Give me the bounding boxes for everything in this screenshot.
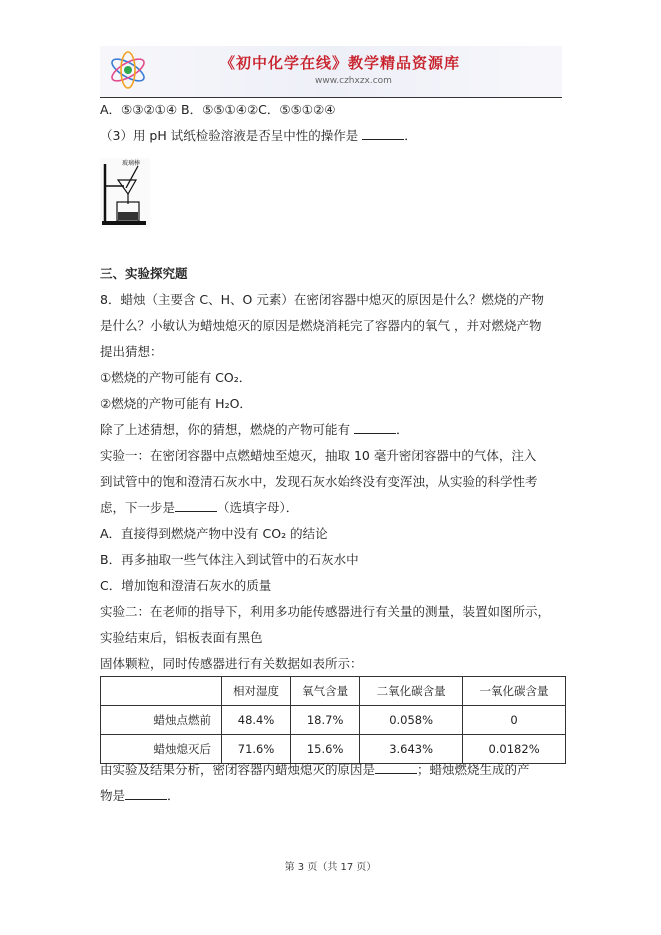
brand-title: 《初中化学在线》教学精品资源库 bbox=[220, 54, 461, 72]
guess-1: ①燃烧的产物可能有 CO₂． bbox=[100, 370, 252, 385]
exp1-line-1: 实验一：在密闭容器中点燃蜡烛至熄灭，抽取 10 毫升密闭容器中的气体，注入 bbox=[100, 448, 537, 463]
option-b: B．再多抽取一些气体注入到试管中的石灰水中 bbox=[100, 552, 359, 567]
table-cell: 0 bbox=[463, 706, 566, 735]
table-header-cell: 氧气含量 bbox=[291, 677, 360, 706]
answer-blank[interactable] bbox=[354, 422, 396, 434]
table-header-cell: 相对湿度 bbox=[222, 677, 291, 706]
table-cell: 15.6% bbox=[291, 735, 360, 764]
guess-2: ②燃烧的产物可能有 H₂O． bbox=[100, 396, 252, 411]
glass-rod-apparatus-figure bbox=[100, 158, 150, 228]
atom-logo-icon bbox=[106, 48, 150, 92]
option-c: C．增加饱和澄清石灰水的质量 bbox=[100, 578, 272, 593]
options-row: A．⑤③②①④ B．⑤⑤①④②C．⑤⑤①②④ bbox=[100, 102, 336, 117]
answer-blank[interactable] bbox=[375, 762, 417, 774]
table-header-cell bbox=[101, 677, 222, 706]
header-banner bbox=[100, 46, 562, 98]
exp2-line-2: 实验结束后，铝板表面有黑色 bbox=[100, 630, 263, 645]
answer-blank[interactable] bbox=[125, 788, 167, 800]
figure-label: 玻璃棒 bbox=[122, 160, 141, 167]
table-cell: 48.4% bbox=[222, 706, 291, 735]
answer-blank[interactable] bbox=[362, 128, 404, 140]
sensor-data-table bbox=[100, 676, 566, 764]
conclusion-line-2: 物是 ． bbox=[100, 788, 180, 803]
question-3: （3）用 pH 试纸检验溶液是否呈中性的操作是 ． bbox=[100, 128, 417, 143]
table-row bbox=[101, 706, 566, 735]
table-cell: 3.643% bbox=[360, 735, 463, 764]
option-a: A．直接得到燃烧产物中没有 CO₂ 的结论 bbox=[100, 526, 328, 541]
table-header-cell: 一氧化碳含量 bbox=[463, 677, 566, 706]
exp2-line-1: 实验二：在老师的指导下，利用多功能传感器进行有关量的测量，装置如图所示， bbox=[100, 604, 551, 619]
section-title: 三、实验探究题 bbox=[100, 266, 188, 281]
table-header-row bbox=[101, 677, 566, 706]
table-cell: 0.058% bbox=[360, 706, 463, 735]
table-cell: 18.7% bbox=[291, 706, 360, 735]
table-row bbox=[101, 735, 566, 764]
exp1-question: 虑，下一步是 （选填字母）． bbox=[100, 500, 299, 515]
page-footer: 第 3 页（共 17 页） bbox=[284, 862, 377, 873]
q8-line-1: 8．蜡烛（主要含 C、H、O 元素）在密闭容器中熄灭的原因是什么？燃烧的产物 bbox=[100, 292, 544, 307]
brand-url[interactable]: www.czhxzx.com bbox=[315, 76, 392, 86]
q8-line-2: 是什么？小敏认为蜡烛熄灭的原因是燃烧消耗完了容器内的氧气 ，并对燃烧产物 bbox=[100, 318, 542, 333]
conclusion-line-1: 由实验及结果分析，密闭容器内蜡烛熄灭的原因是 ；蜡烛燃烧生成的产 bbox=[100, 762, 530, 777]
table-cell: 71.6% bbox=[222, 735, 291, 764]
q8-line-3: 提出猜想： bbox=[100, 344, 163, 359]
header-divider bbox=[100, 97, 562, 98]
exp1-line-2: 到试管中的饱和澄清石灰水中，发现石灰水始终没有变浑浊，从实验的科学性考 bbox=[100, 474, 538, 489]
table-cell: 0.0182% bbox=[463, 735, 566, 764]
answer-blank[interactable] bbox=[175, 500, 217, 512]
guess-prompt: 除了上述猜想，你的猜想，燃烧的产物可能有 ． bbox=[100, 422, 409, 437]
table-row-label: 蜡烛熄灭后 bbox=[101, 735, 222, 764]
exp2-line-3: 固体颗粒，同时传感器进行有关数据如表所示： bbox=[100, 656, 363, 671]
table-header-cell: 二氧化碳含量 bbox=[360, 677, 463, 706]
table-row-label: 蜡烛点燃前 bbox=[101, 706, 222, 735]
